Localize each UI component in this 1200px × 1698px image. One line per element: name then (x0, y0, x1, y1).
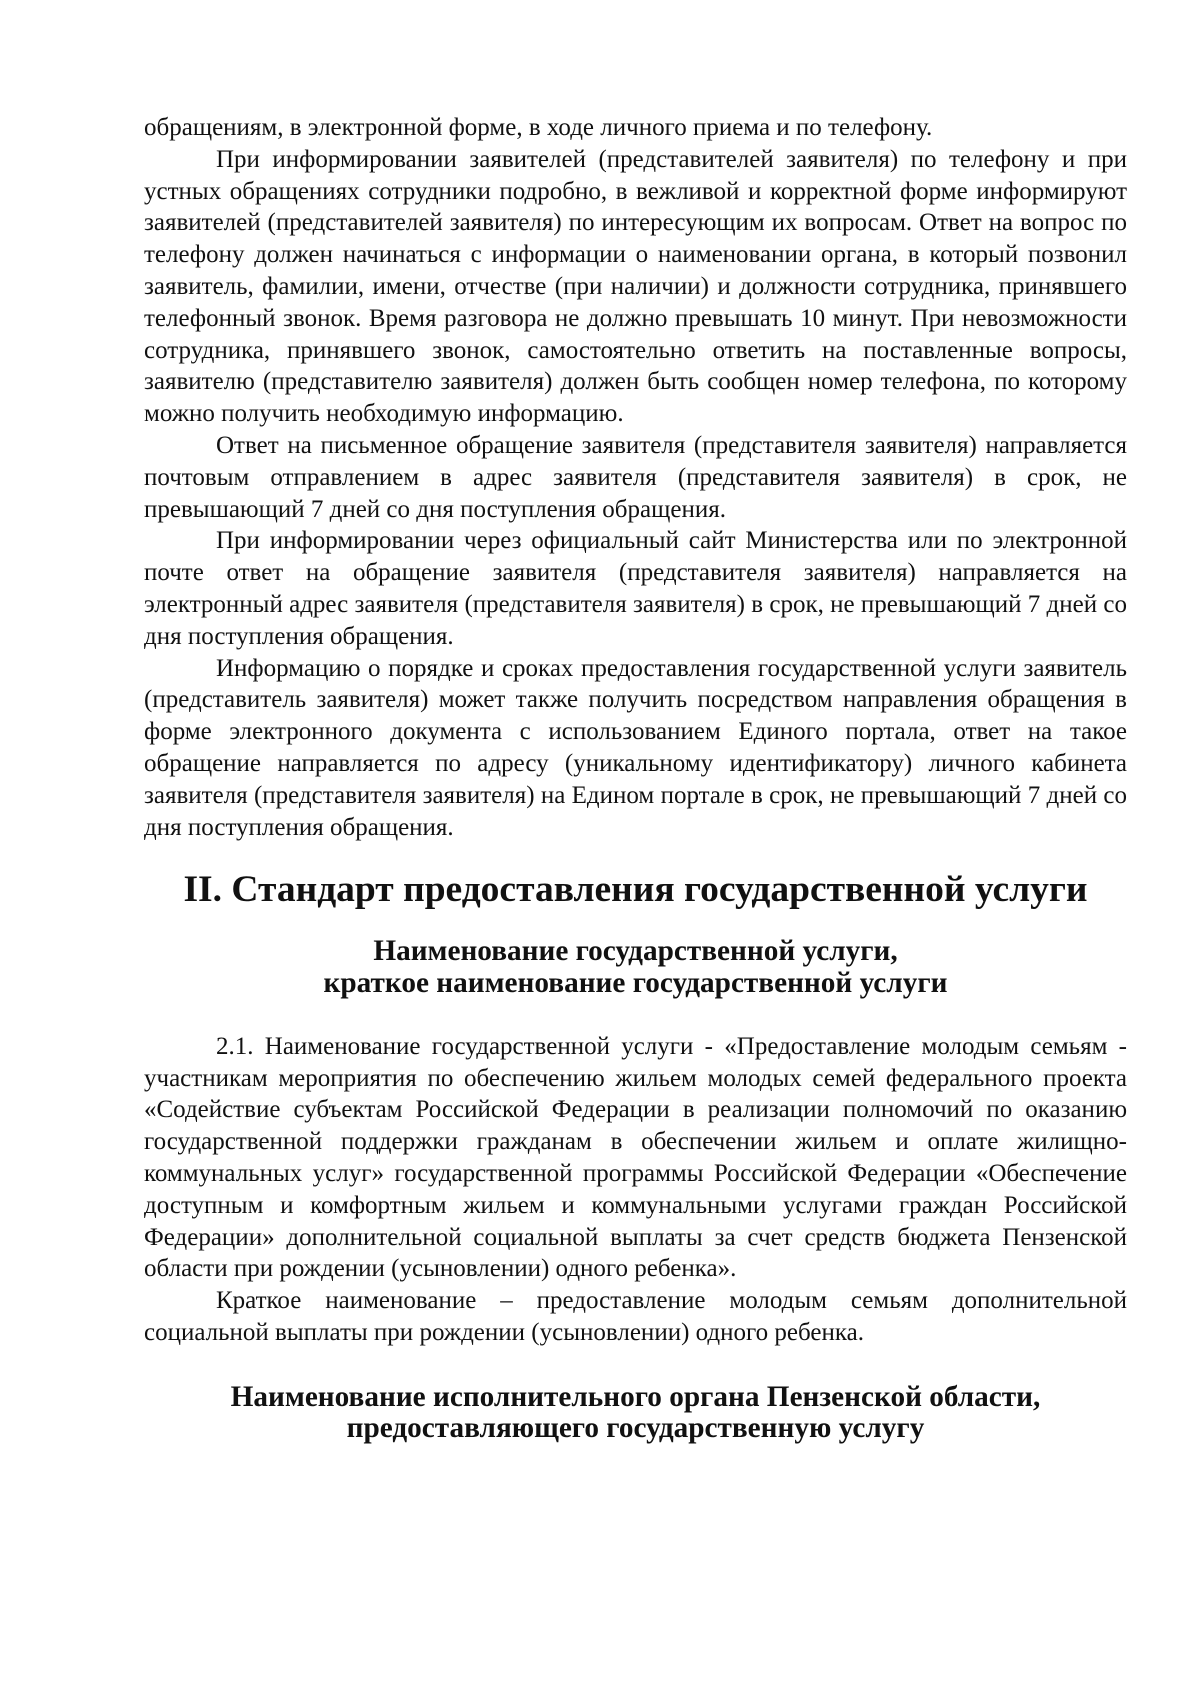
subheading-service-name-line-2: краткое наименование государственной услуги (323, 966, 948, 999)
document-page (144, 112, 1127, 1445)
subheading-executive-body (144, 1382, 1127, 1446)
subheading-service-name-line-1: Наименование государственной услуги, (373, 935, 898, 968)
subheading-executive-body-line-2: предоставляющего государственную услугу (346, 1412, 925, 1445)
section-heading: II. Стандарт предоставления государственной услуги (183, 869, 1088, 911)
paragraph-continuation: обращениям, в электронной форме, в ходе личного приема и по телефону. (144, 114, 933, 141)
paragraph-short-name: Краткое наименование – предоставление молодым семьям дополнительной социальной выплаты при рождении (усыновлении) одного ребенка. (144, 1287, 1127, 1346)
subheading-executive-body-line-1: Наименование исполнительного органа Пензенской области, (230, 1380, 1041, 1413)
paragraph-written-response: Ответ на письменное обращение заявителя (представителя заявителя) направляется почтовым отправлением в адрес заявителя (представителя заявителя) в срок, не превышающий 7 дней со дня поступления обращения. (144, 431, 1127, 523)
subheading-service-name (144, 936, 1127, 1000)
paragraph-2-1-service-name: 2.1. Наименование государственной услуги - «Предоставление молодым семьям - участникам мероприятия по обеспечению жильем молодых семей федерального проекта «Содействие субъектам Российской Федерации в реализации полномочий по оказанию государственной поддержки гражданам в обеспечении жильем и оплате жилищно-коммунальных услуг» государственной программы Российской Федерации «Обеспечение доступным и комфортным жильем и коммунальными услугами граждан Российской Федерации» дополнительной социальной выплаты за счет средств бюджета Пензенской области при рождении (усыновлении) одного ребенка». (144, 1032, 1127, 1283)
paragraph-website-informing: При информировании через официальный сайт Министерства или по электронной почте ответ на обращение заявителя (представителя заявителя) направляется на электронный адрес заявителя (представителя заявителя) в срок, не превышающий 7 дней со дня поступления обращения. (144, 527, 1127, 650)
paragraph-portal-informing: Информацию о порядке и сроках предоставления государственной услуги заявитель (представитель заявителя) может также получить посредством направления обращения в форме электронного документа с использованием Единого портала, ответ на такое обращение направляется по адресу (уникальному идентификатору) личного кабинета заявителя (представителя заявителя) на Едином портале в срок, не превышающий 7 дней со дня поступления обращения. (144, 654, 1127, 841)
paragraph-phone-informing: При информировании заявителей (представителей заявителя) по телефону и при устных обращениях сотрудники подробно, в вежливой и корректной форме информируют заявителей (представителей заявителя) по интересующим их вопросам. Ответ на вопрос по телефону должен начинаться с информации о наименовании органа, в который позвонил заявитель, фамилии, имени, отчестве (при наличии) и должности сотрудника, принявшего телефонный звонок. Время разговора не должно превышать 10 минут. При невозможности сотрудника, принявшего звонок, самостоятельно ответить на поставленные вопросы, заявителю (представителю заявителя) должен быть сообщен номер телефона, по которому можно получить необходимую информацию. (144, 145, 1127, 428)
